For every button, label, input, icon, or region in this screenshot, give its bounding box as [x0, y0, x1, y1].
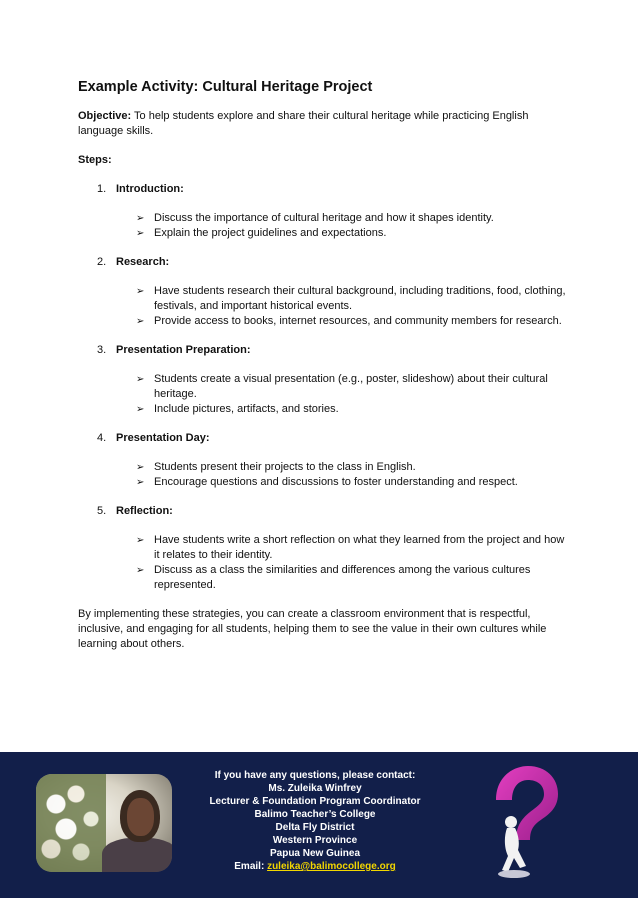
arrow-bullet-icon: ➢ [136, 213, 145, 224]
email-label: Email: [234, 861, 265, 872]
objective-label: Objective: [78, 110, 132, 122]
arrow-bullet-icon: ➢ [136, 565, 145, 576]
flowers-image [36, 774, 106, 872]
arrow-bullet-icon: ➢ [136, 404, 145, 415]
portrait-photo [36, 774, 172, 872]
step-title: Reflection: [116, 505, 173, 517]
step-heading [78, 431, 568, 446]
bullet-item [136, 284, 568, 314]
step-heading [78, 343, 568, 358]
bullet-item [136, 314, 568, 329]
contact-lines [185, 769, 445, 860]
step-heading [78, 255, 568, 270]
contact-line: Delta Fly District [275, 822, 355, 833]
step-number: 4. [97, 432, 107, 444]
bullet-item [136, 372, 568, 402]
step-number: 5. [97, 505, 107, 517]
bullet-text: Students create a visual presentation (e.g., poster, slideshow) about their cultural heritage. [154, 373, 548, 400]
contact-line: Ms. Zuleika Winfrey [268, 783, 362, 794]
step-item [78, 255, 568, 329]
step-title: Presentation Preparation: [116, 344, 251, 356]
bullet-list [78, 460, 568, 490]
bullet-item [136, 563, 568, 593]
bullet-list [78, 284, 568, 329]
contact-line: Papua New Guinea [269, 848, 361, 859]
bullet-text: Explain the project guidelines and expectations. [154, 227, 387, 239]
bullet-list [78, 211, 568, 241]
arrow-bullet-icon: ➢ [136, 286, 145, 297]
step-item [78, 504, 568, 593]
bullet-text: Encourage questions and discussions to foster understanding and respect. [154, 476, 518, 488]
step-item [78, 431, 568, 490]
step-item [78, 182, 568, 241]
document-body [78, 78, 568, 666]
bullet-list [78, 533, 568, 593]
step-number: 2. [97, 256, 107, 268]
question-mark-figure-icon [482, 762, 562, 882]
bullet-text: Provide access to books, internet resources, and community members for research. [154, 315, 562, 327]
bullet-text: Have students research their cultural background, including traditions, food, clothing, festivals, and important historical events. [154, 285, 566, 312]
objective-paragraph [78, 109, 568, 139]
portrait-face [127, 798, 154, 836]
arrow-bullet-icon: ➢ [136, 477, 145, 488]
portrait-shoulders [102, 838, 172, 872]
page-title: Example Activity: Cultural Heritage Project [78, 79, 373, 95]
bullet-text: Discuss the importance of cultural heritage and how it shapes identity. [154, 212, 494, 224]
bullet-text: Include pictures, artifacts, and stories. [154, 403, 339, 415]
bullet-item [136, 475, 568, 490]
bullet-list [78, 372, 568, 417]
email-line [185, 860, 445, 873]
email-link[interactable]: zuleika@balimocollege.org [267, 861, 396, 872]
contact-line: Lecturer & Foundation Program Coordinator [209, 796, 421, 807]
arrow-bullet-icon: ➢ [136, 316, 145, 327]
arrow-bullet-icon: ➢ [136, 228, 145, 239]
contact-line: If you have any questions, please contact: [214, 770, 416, 781]
contact-block [185, 769, 445, 873]
bullet-item [136, 533, 568, 563]
step-number: 3. [97, 344, 107, 356]
bullet-item [136, 226, 568, 241]
contact-line: Balimo Teacher’s College [254, 809, 376, 820]
steps-list [78, 182, 568, 593]
bullet-item [136, 402, 568, 417]
step-number: 1. [97, 183, 107, 195]
bullet-text: Discuss as a class the similarities and differences among the various cultures represented. [154, 564, 531, 591]
arrow-bullet-icon: ➢ [136, 535, 145, 546]
arrow-bullet-icon: ➢ [136, 374, 145, 385]
objective-text: To help students explore and share their cultural heritage while practicing English language skills. [78, 110, 529, 137]
bullet-item [136, 211, 568, 226]
contact-footer [0, 752, 638, 898]
step-item [78, 343, 568, 417]
bullet-text: Have students write a short reflection on what they learned from the project and how it relates to their identity. [154, 534, 565, 561]
step-title: Presentation Day: [116, 432, 210, 444]
bullet-text: Students present their projects to the class in English. [154, 461, 416, 473]
step-heading [78, 504, 568, 519]
step-title: Research: [116, 256, 170, 268]
arrow-bullet-icon: ➢ [136, 462, 145, 473]
closing-paragraph: By implementing these strategies, you can create a classroom environment that is respectful, inclusive, and engaging for all students, helping them to see the value in their own cultures while learning about others. [78, 608, 547, 650]
contact-line: Western Province [272, 835, 358, 846]
step-heading [78, 182, 568, 197]
step-title: Introduction: [116, 183, 184, 195]
bullet-item [136, 460, 568, 475]
steps-heading: Steps: [78, 154, 112, 166]
